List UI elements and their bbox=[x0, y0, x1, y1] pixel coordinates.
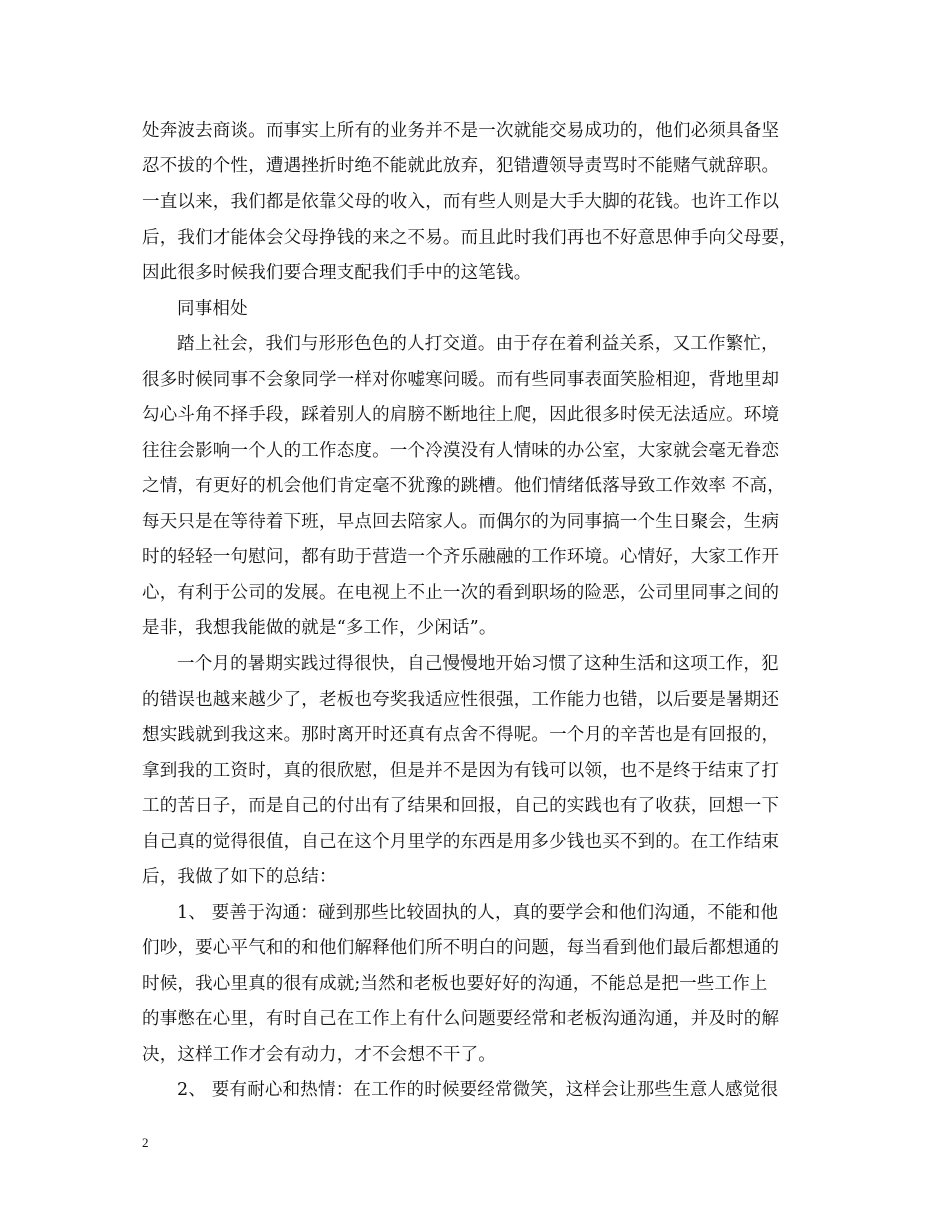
text-line: 拿到我的工资时，真的很欣慰，但是并不是因为有钱可以领，也不是终于结束了打 bbox=[142, 761, 780, 781]
list-item: 1、 要善于沟通：碰到那些比较固执的人，真的要学会和他们沟通，不能和他 bbox=[177, 903, 779, 923]
text-line: 踏上社会，我们与形形色色的人打交道。由于存在着利益关系，又工作繁忙， bbox=[177, 334, 779, 354]
text-line: 时候，我心里真的很有成就;当然和老板也要好好的沟通，不能总是把一些工作上 bbox=[142, 974, 768, 994]
text-line: 们吵，要心平气和的和他们解释他们所不明白的问题，每当看到他们最后都想通的 bbox=[142, 938, 780, 958]
text-line: 一个月的暑期实践过得很快，自己慢慢地开始习惯了这种生活和这项工作，犯 bbox=[177, 654, 779, 674]
text-line: 每天只是在等待着下班，早点回去陪家人。而偶尔的为同事搞一个生日聚会，生病 bbox=[142, 512, 780, 532]
text-line: 忍不拔的个性，遭遇挫折时绝不能就此放弃，犯错遭领导责骂时不能赌气就辞职。 bbox=[142, 156, 780, 176]
text-line: 是非，我想我能做的就是“多工作，少闲话”。 bbox=[142, 618, 497, 638]
text-line: 心，有利于公司的发展。在电视上不止一次的看到职场的险恶，公司里同事之间的 bbox=[142, 583, 780, 603]
text-line: 很多时候同事不会象同学一样对你嘘寒问暖。而有些同事表面笑脸相迎，背地里却 bbox=[142, 370, 780, 390]
text-line: 想实践就到我这来。那时离开时还真有点舍不得呢。一个月的辛苦也是有回报的， bbox=[142, 725, 780, 745]
page-number: 2 bbox=[142, 1135, 149, 1150]
text-line: 时的轻轻一句慰问，都有助于营造一个齐乐融融的工作环境。心情好，大家工作开 bbox=[142, 547, 780, 567]
text-line: 处奔波去商谈。而事实上所有的业务并不是一次就能交易成功的，他们必须具备坚 bbox=[142, 121, 780, 141]
text-line: 的事憋在心里，有时自己在工作上有什么问题要经常和老板沟通沟通，并及时的解 bbox=[142, 1009, 780, 1029]
list-item: 2、 要有耐心和热情：在工作的时候要经常微笑，这样会让那些生意人感觉很 bbox=[177, 1080, 779, 1100]
text-line: 后，我做了如下的总结： bbox=[142, 867, 337, 887]
text-line: 后，我们才能体会父母挣钱的来之不易。而且此时我们再也不好意思伸手向父母要， bbox=[142, 228, 797, 248]
text-line: 往往会影响一个人的工作态度。一个冷漠没有人情味的办公室，大家就会毫无眷恋 bbox=[142, 441, 780, 461]
text-line: 决，这样工作才会有动力，才不会想不干了。 bbox=[142, 1045, 496, 1065]
text-line: 自己真的觉得很值，自己在这个月里学的东西是用多少钱也买不到的。在工作结束 bbox=[142, 832, 780, 852]
text-line: 因此很多时候我们要合理支配我们手中的这笔钱。 bbox=[142, 263, 532, 283]
section-heading: 同事相处 bbox=[177, 299, 248, 319]
text-line: 勾心斗角不择手段，踩着别人的肩膀不断地往上爬，因此很多时侯无法适应。环境 bbox=[142, 405, 780, 425]
text-line: 之情，有更好的机会他们肯定毫不犹豫的跳槽。他们情绪低落导致工作效率 不高， bbox=[142, 476, 785, 496]
text-line: 的错误也越来越少了，老板也夸奖我适应性很强，工作能力也错，以后要是暑期还 bbox=[142, 690, 780, 710]
text-line: 工的苦日子，而是自己的付出有了结果和回报，自己的实践也有了收获，回想一下 bbox=[142, 796, 780, 816]
text-line: 一直以来，我们都是依靠父母的收入，而有些人则是大手大脚的花钱。也许工作以 bbox=[142, 192, 780, 212]
